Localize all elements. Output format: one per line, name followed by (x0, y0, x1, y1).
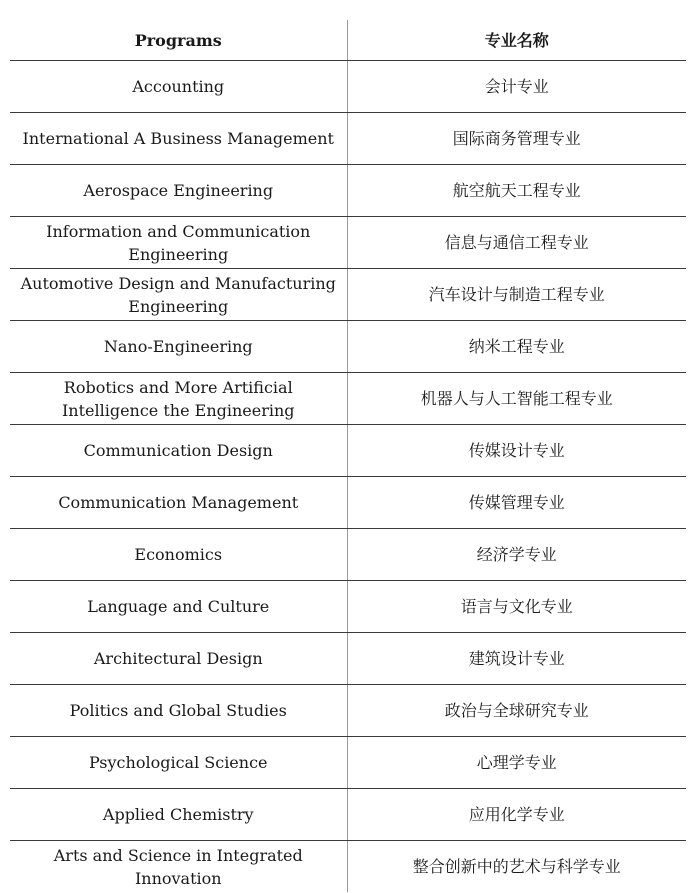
program-zh: 建筑设计专业 (347, 633, 686, 685)
table-row (10, 529, 686, 581)
program-en: Nano-Engineering (10, 321, 347, 373)
table-header-row (10, 20, 686, 61)
program-zh: 国际商务管理专业 (347, 113, 686, 165)
program-zh: 机器人与人工智能工程专业 (347, 373, 686, 425)
table-row (10, 581, 686, 633)
program-zh: 心理学专业 (347, 737, 686, 789)
table-row (10, 113, 686, 165)
table-row (10, 165, 686, 217)
program-en: Robotics and More Artificial Intelligence the Engineering (10, 373, 347, 425)
program-en: Communication Design (10, 425, 347, 477)
program-en: Language and Culture (10, 581, 347, 633)
program-zh: 政治与全球研究专业 (347, 685, 686, 737)
program-en: Psychological Science (10, 737, 347, 789)
table-row (10, 789, 686, 841)
program-zh: 会计专业 (347, 61, 686, 113)
table-row (10, 477, 686, 529)
table-row (10, 61, 686, 113)
program-zh: 传媒设计专业 (347, 425, 686, 477)
program-en: Applied Chemistry (10, 789, 347, 841)
program-zh: 传媒管理专业 (347, 477, 686, 529)
header-programs: Programs (10, 20, 347, 61)
program-zh: 整合创新中的艺术与科学专业 (412, 857, 621, 876)
table-row (10, 373, 686, 425)
table-row (10, 841, 686, 893)
table-row (10, 633, 686, 685)
table-row (10, 321, 686, 373)
program-zh: 语言与文化专业 (347, 581, 686, 633)
program-zh: 信息与通信工程专业 (347, 217, 686, 269)
table-row (10, 737, 686, 789)
program-en: Economics (10, 529, 347, 581)
programs-document (10, 20, 686, 892)
program-en: Accounting (10, 61, 347, 113)
program-en: International A Business Management (10, 113, 347, 165)
program-en: Information and Communication Engineering (10, 217, 347, 269)
table-row (10, 425, 686, 477)
program-en: Automotive Design and Manufacturing Engineering (10, 269, 347, 321)
program-en: Architectural Design (10, 633, 347, 685)
program-en: Communication Management (10, 477, 347, 529)
program-zh: 纳米工程专业 (347, 321, 686, 373)
program-zh: 汽车设计与制造工程专业 (347, 269, 686, 321)
programs-table (10, 20, 686, 892)
program-en: Aerospace Engineering (10, 165, 347, 217)
program-en: Arts and Science in Integrated Innovation (10, 841, 347, 893)
table-row (10, 269, 686, 321)
program-zh: 经济学专业 (347, 529, 686, 581)
program-en: Politics and Global Studies (10, 685, 347, 737)
table-row (10, 217, 686, 269)
header-program-name-zh: 专业名称 (347, 20, 686, 61)
table-row (10, 685, 686, 737)
program-zh: 航空航天工程专业 (347, 165, 686, 217)
program-zh: 应用化学专业 (347, 789, 686, 841)
